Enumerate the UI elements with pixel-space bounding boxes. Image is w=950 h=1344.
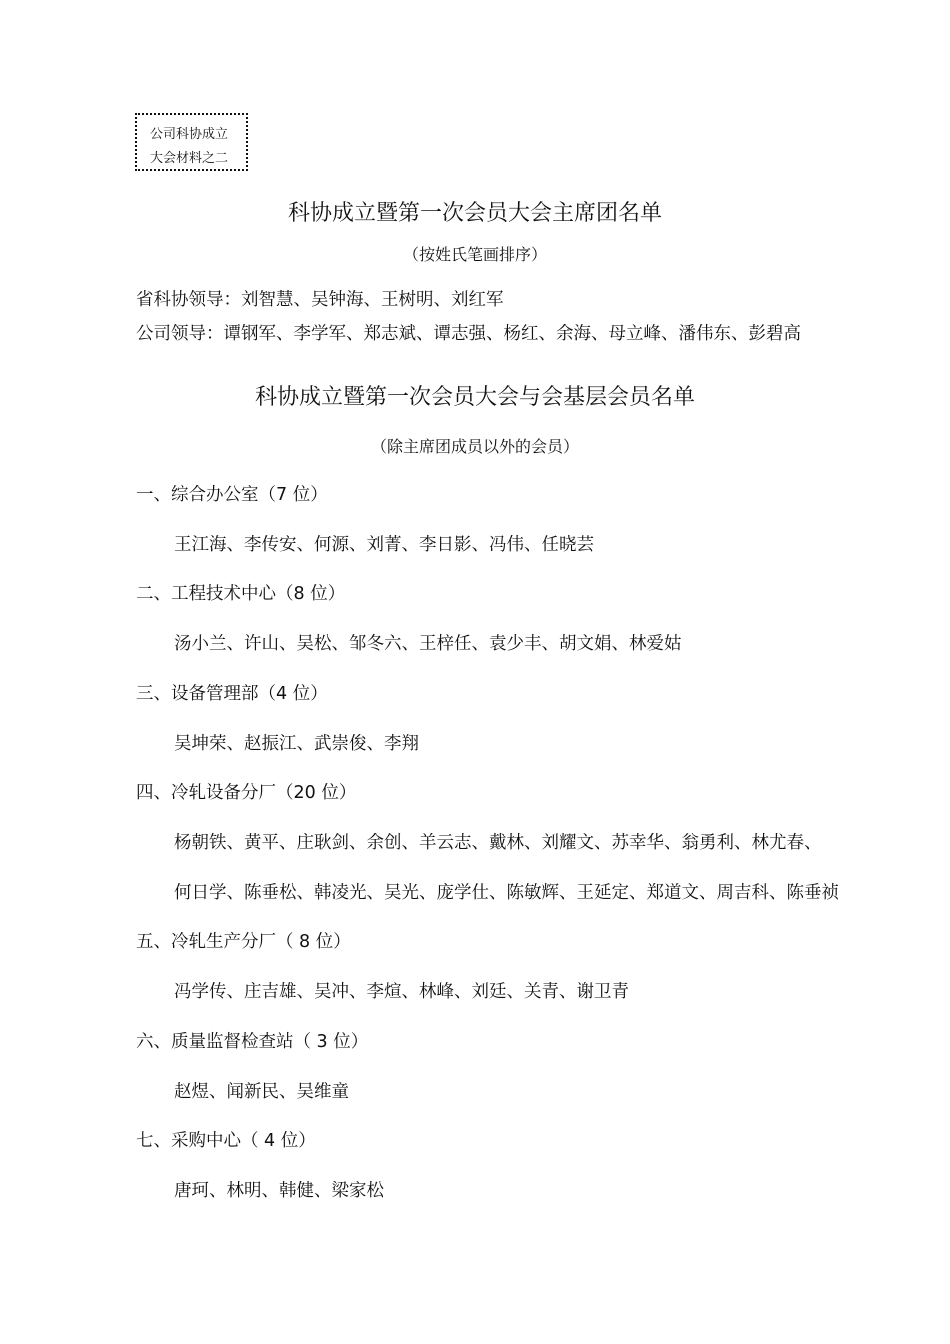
- document-stamp: [135, 113, 248, 171]
- stamp-line-2: 大会材料之二: [150, 151, 229, 166]
- company-leaders: 公司领导：谭钢军、李学军、郑志斌、谭志强、杨红、余海、母立峰、潘伟东、彭碧高: [136, 324, 801, 344]
- presidium-title: 科协成立暨第一次会员大会主席团名单: [287, 201, 662, 226]
- section-heading: 七、采购中心（ 4 位）: [136, 1131, 316, 1151]
- presidium-subtitle: （按姓氏笔画排序）: [402, 245, 547, 264]
- section-names: 王江海、李传安、何源、刘菁、李日影、冯伟、任晓芸: [174, 535, 594, 555]
- section-names: 吴坤荣、赵振江、武崇俊、李翔: [174, 734, 419, 754]
- section-names: 唐珂、林明、韩健、梁家松: [174, 1181, 384, 1201]
- section-names: 赵煜、闻新民、吴维童: [174, 1082, 349, 1102]
- section-names: 汤小兰、许山、吴松、邹冬六、王梓任、袁少丰、胡文娟、林爱姑: [174, 634, 682, 654]
- section-heading: 一、综合办公室（7 位）: [136, 485, 328, 505]
- section-heading: 六、质量监督检查站（ 3 位）: [136, 1032, 369, 1052]
- section-heading: 三、设备管理部（4 位）: [136, 684, 328, 704]
- section-heading: 五、冷轧生产分厂（ 8 位）: [136, 932, 351, 952]
- section-heading: 二、工程技术中心（8 位）: [136, 584, 346, 604]
- stamp-line-1: 公司科协成立: [150, 127, 229, 142]
- members-subtitle: （除主席团成员以外的会员）: [370, 437, 579, 456]
- section-names: 杨朝铁、黄平、庄耿剑、余创、羊云志、戴林、刘耀文、苏幸华、翁勇利、林尤春、: [174, 833, 822, 853]
- section-names: 何日学、陈垂松、韩凌光、吴光、庞学仕、陈敏辉、王延定、郑道文、周吉科、陈垂祯: [174, 883, 839, 903]
- province-leaders: 省科协领导：刘智慧、吴钟海、王树明、刘红军: [136, 290, 504, 310]
- section-heading: 四、冷轧设备分厂（20 位）: [136, 783, 357, 803]
- section-names: 冯学传、庄吉雄、吴冲、李煊、林峰、刘廷、关青、谢卫青: [174, 982, 629, 1002]
- members-title: 科协成立暨第一次会员大会与会基层会员名单: [254, 385, 695, 410]
